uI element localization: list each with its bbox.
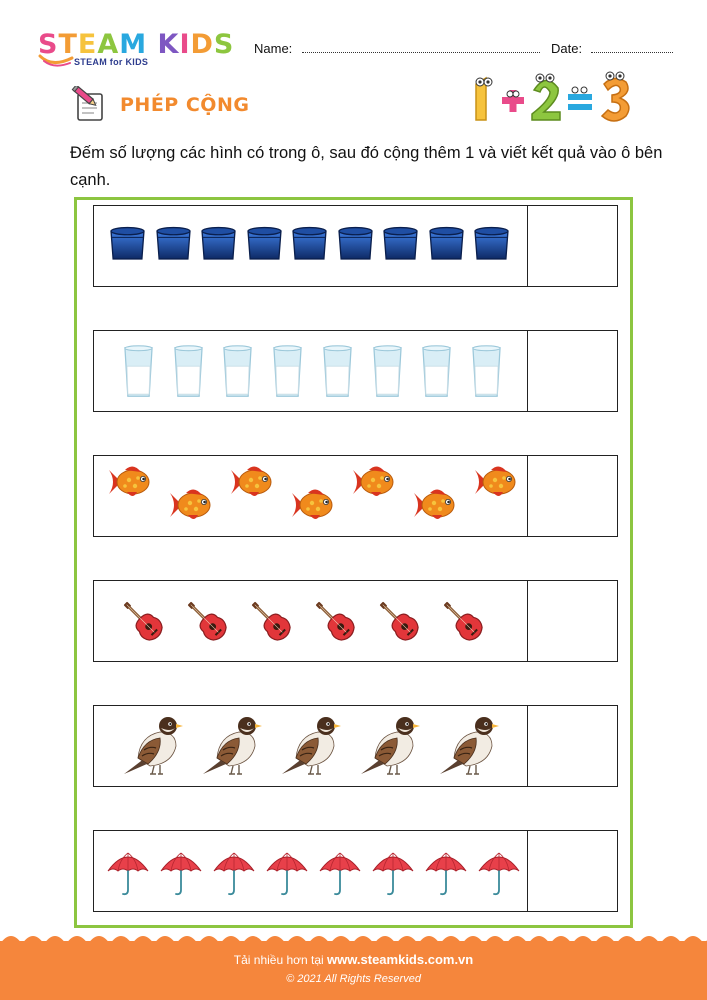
answer-box[interactable] bbox=[527, 831, 617, 911]
number-characters-icon bbox=[464, 70, 640, 126]
page-title: PHÉP CỘNG bbox=[120, 94, 250, 116]
umbrella-icon bbox=[265, 849, 309, 902]
glass-of-milk-icon bbox=[173, 344, 204, 405]
blue-bucket-icon bbox=[382, 226, 419, 266]
row-pictures bbox=[94, 831, 527, 911]
umbrella-icon bbox=[106, 849, 150, 902]
row-glasses bbox=[93, 330, 618, 412]
umbrella-icon bbox=[477, 849, 521, 902]
footer-bar bbox=[0, 941, 707, 1000]
row-umbrellas bbox=[93, 830, 618, 912]
blue-bucket-icon bbox=[291, 226, 328, 266]
logo-swoosh-icon bbox=[38, 52, 78, 68]
logo-letter: T bbox=[58, 29, 78, 60]
logo-letter: A bbox=[97, 29, 120, 60]
glass-of-milk-icon bbox=[272, 344, 303, 405]
footer-download-text: Tải nhiều hơn tại bbox=[233, 953, 324, 967]
row-pictures bbox=[94, 206, 527, 286]
guitar-icon bbox=[183, 598, 231, 649]
logo-letter: D bbox=[190, 29, 214, 60]
answer-box[interactable] bbox=[527, 706, 617, 786]
sparrow-icon bbox=[355, 714, 425, 785]
umbrella-icon bbox=[371, 849, 415, 902]
goldfish-icon bbox=[349, 462, 397, 507]
answer-box[interactable] bbox=[527, 331, 617, 411]
goldfish-icon bbox=[166, 485, 214, 530]
blue-bucket-icon bbox=[337, 226, 374, 266]
row-pictures bbox=[94, 331, 527, 411]
goldfish-icon bbox=[105, 462, 153, 507]
logo-letter: K bbox=[157, 29, 180, 60]
sparrow-icon bbox=[118, 714, 188, 785]
row-fish bbox=[93, 455, 618, 537]
row-guitars bbox=[93, 580, 618, 662]
logo-letter: E bbox=[77, 29, 98, 60]
footer-download-line bbox=[0, 952, 707, 967]
glass-of-milk-icon bbox=[471, 344, 502, 405]
logo-letter: M bbox=[119, 29, 148, 60]
glass-of-milk-icon bbox=[123, 344, 154, 405]
umbrella-icon bbox=[424, 849, 468, 902]
name-label: Name: bbox=[254, 41, 293, 56]
blue-bucket-icon bbox=[200, 226, 237, 266]
logo-letter bbox=[147, 30, 157, 60]
pencil-paper-icon bbox=[70, 86, 108, 122]
row-pictures bbox=[94, 706, 527, 786]
row-pictures bbox=[94, 581, 527, 661]
blue-bucket-icon bbox=[246, 226, 283, 266]
answer-box[interactable] bbox=[527, 456, 617, 536]
guitar-icon bbox=[439, 598, 487, 649]
goldfish-icon bbox=[471, 462, 519, 507]
blue-bucket-icon bbox=[109, 226, 146, 266]
footer-website-link[interactable]: www.steamkids.com.vn bbox=[327, 952, 474, 967]
logo-letter: S bbox=[38, 29, 59, 60]
goldfish-icon bbox=[410, 485, 458, 530]
row-pictures bbox=[94, 456, 527, 536]
footer-copyright: © 2021 All Rights Reserved bbox=[286, 973, 421, 985]
steam-kids-logo bbox=[38, 30, 238, 72]
guitar-icon bbox=[311, 598, 359, 649]
answer-box[interactable] bbox=[527, 581, 617, 661]
date-label: Date: bbox=[551, 41, 583, 56]
logo-letter: I bbox=[179, 29, 191, 60]
logo-letter: S bbox=[213, 29, 235, 60]
guitar-icon bbox=[119, 598, 167, 649]
answer-box[interactable] bbox=[527, 206, 617, 286]
glass-of-milk-icon bbox=[372, 344, 403, 405]
blue-bucket-icon bbox=[155, 226, 192, 266]
guitar-icon bbox=[375, 598, 423, 649]
umbrella-icon bbox=[212, 849, 256, 902]
date-field[interactable] bbox=[591, 52, 673, 53]
instruction-text: Đếm số lượng các hình có trong ô, sau đó cộng thêm 1 và viết kết quả vào ô bên cạnh. bbox=[70, 144, 663, 189]
logo-subtitle: STEAM for KIDS bbox=[74, 57, 149, 67]
sparrow-icon bbox=[197, 714, 267, 785]
row-birds bbox=[93, 705, 618, 787]
glass-of-milk-icon bbox=[322, 344, 353, 405]
guitar-icon bbox=[247, 598, 295, 649]
name-field[interactable] bbox=[302, 52, 540, 53]
blue-bucket-icon bbox=[428, 226, 465, 266]
row-buckets bbox=[93, 205, 618, 287]
goldfish-icon bbox=[288, 485, 336, 530]
blue-bucket-icon bbox=[473, 226, 510, 266]
goldfish-icon bbox=[227, 462, 275, 507]
glass-of-milk-icon bbox=[222, 344, 253, 405]
glass-of-milk-icon bbox=[421, 344, 452, 405]
sparrow-icon bbox=[276, 714, 346, 785]
umbrella-icon bbox=[318, 849, 362, 902]
umbrella-icon bbox=[159, 849, 203, 902]
sparrow-icon bbox=[434, 714, 504, 785]
worksheet-frame bbox=[74, 197, 633, 928]
